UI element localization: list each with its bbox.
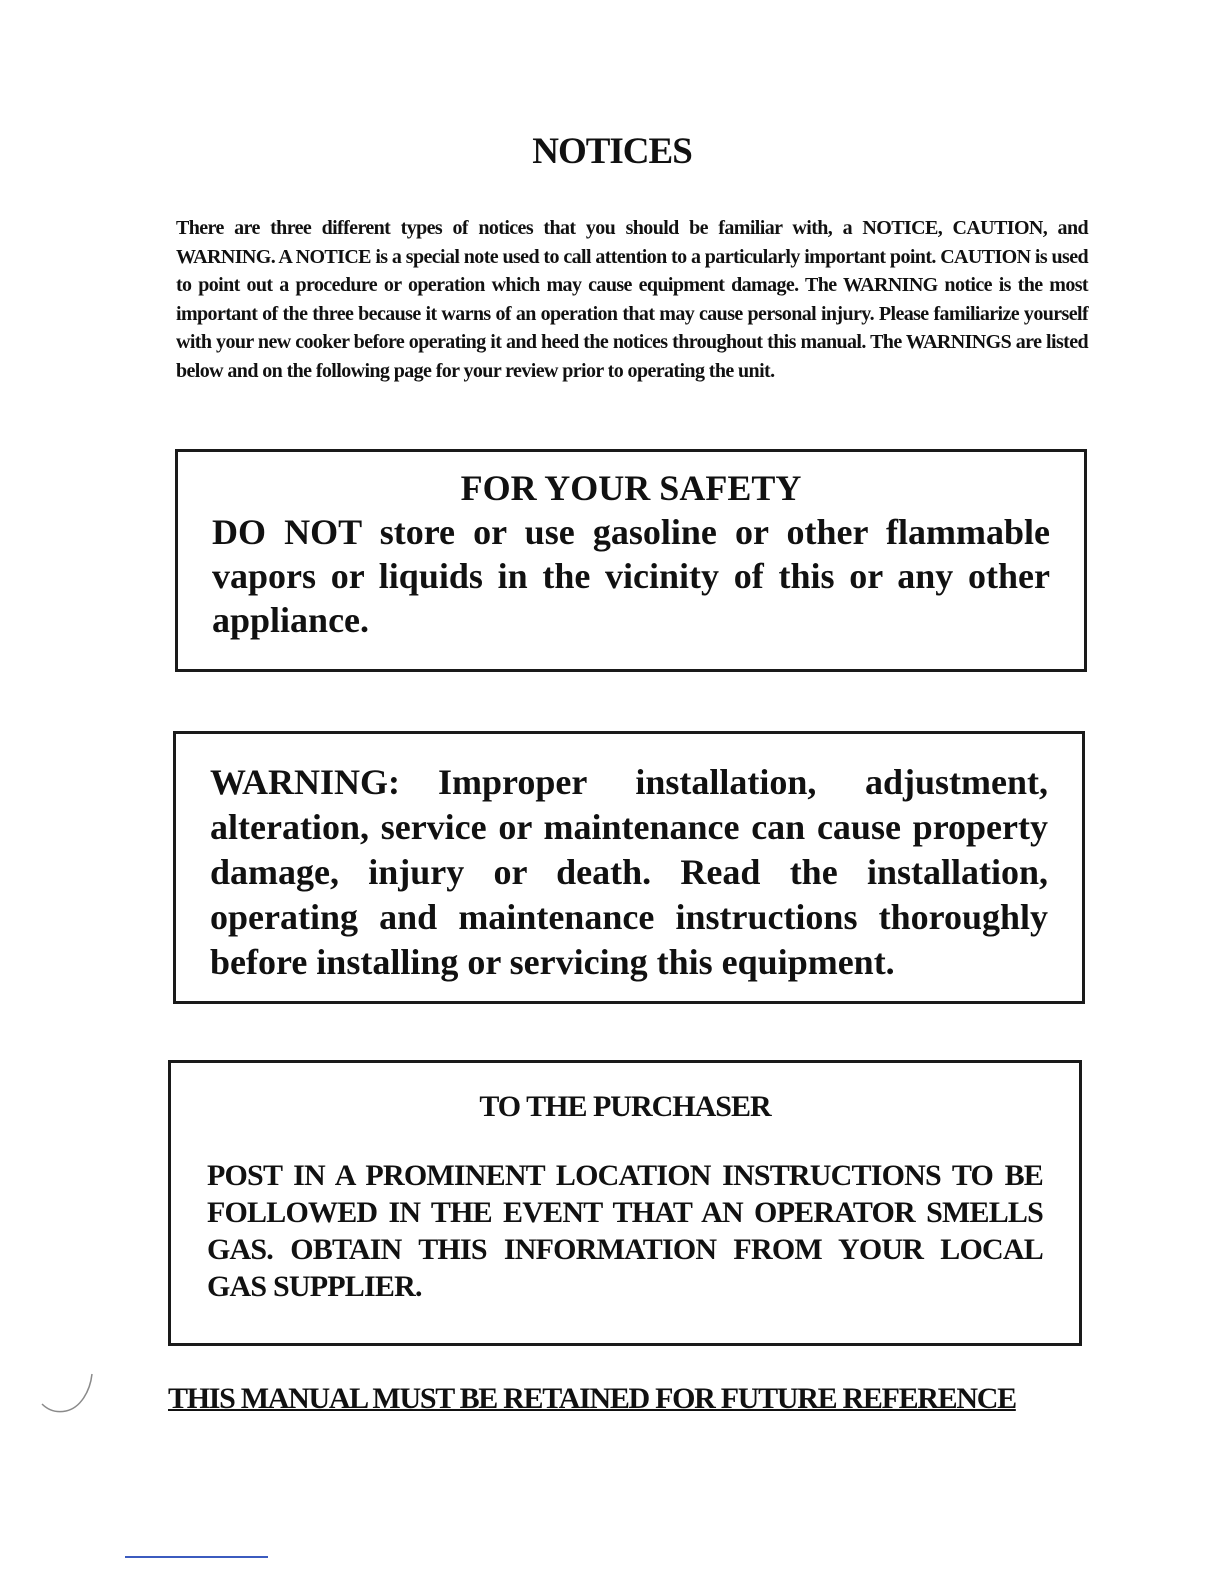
retain-manual-note: THIS MANUAL MUST BE RETAINED FOR FUTURE REFERENCE — [168, 1382, 1016, 1415]
warning-label: WARNING: — [210, 762, 401, 802]
safety-notice-box — [175, 449, 1087, 672]
scan-edge-line — [125, 1556, 268, 1558]
warning-notice-box — [173, 731, 1085, 1004]
safety-body: DO NOT store or use gasoline or other flammable vapors or liquids in the vicinity of this or any other appliance. — [212, 512, 1050, 640]
scan-artifact-curve-icon — [36, 1370, 96, 1416]
notices-intro-paragraph: There are three different types of notices that you should be familiar with, a NOTICE, CAUTION, and WARNING. A NOTICE is a special note used to call attention to a particularly important point. CAUTION is used to point out a procedure or operation which may cause equipment damage. The WARNING notice is the most important of the three because it warns of an operation that may cause personal injury. Please familiarize yourself with your new cooker before operating it and heed the notices throughout this manual. The WARNINGS are listed below and on the following page for your review prior to operating the unit. — [176, 217, 1088, 382]
purchaser-heading: TO THE PURCHASER — [479, 1090, 771, 1123]
safety-heading: FOR YOUR SAFETY — [460, 468, 802, 508]
warning-body: Improper installation, adjustment, alteration, service or maintenance can cause property damage, injury or death. Read the installation, operating and maintenance instructions thoroughly before installing or servicing this equipment. — [210, 762, 1048, 982]
purchaser-body: POST IN A PROMINENT LOCATION INSTRUCTIONS TO BE FOLLOWED IN THE EVENT THAT AN OPERATOR SMELLS GAS. OBTAIN THIS INFORMATION FROM YOUR LOCAL GAS SUPPLIER. — [207, 1159, 1043, 1303]
page-title: NOTICES — [532, 131, 692, 172]
purchaser-notice-box — [168, 1060, 1082, 1346]
warning-text — [210, 760, 1048, 985]
